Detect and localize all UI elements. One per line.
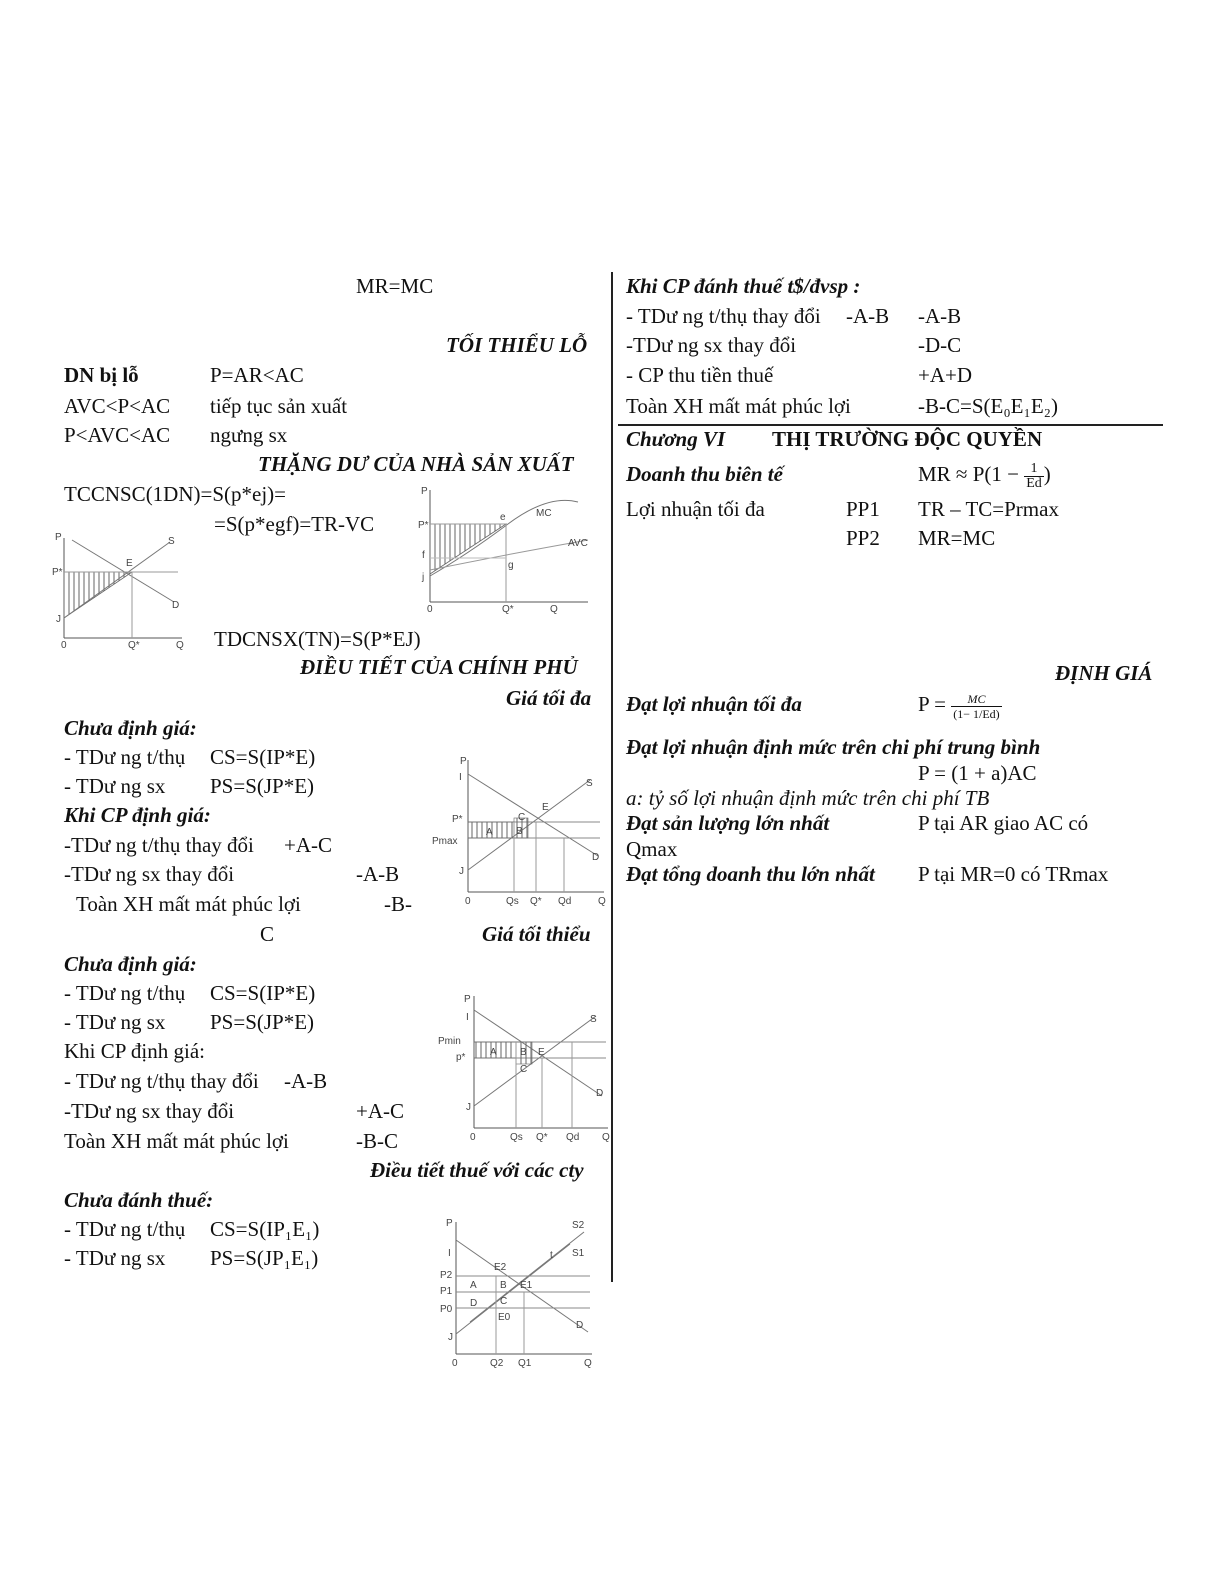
g4-qstar-label: Q*: [536, 1132, 548, 1143]
row2-action: ngưng sx: [210, 423, 288, 447]
price-ceiling-graph: [430, 752, 612, 910]
min-khi-cp: Khi CP định giá:: [64, 1039, 205, 1063]
loi-nhuan-label: Lợi nhuận tối đa: [626, 497, 765, 521]
g1-origin-label: 0: [61, 640, 67, 651]
g5-p0-label: P0: [440, 1304, 453, 1315]
g2-e-label: e: [500, 512, 506, 523]
max-cs-change-value: +A-C: [284, 833, 333, 857]
g3-qs-label: Qs: [506, 896, 519, 907]
gia-toi-da-heading: Giá tối đa: [506, 686, 592, 710]
g4-pstar-label: p*: [456, 1052, 466, 1063]
mr-mc-heading: MR=MC: [356, 274, 434, 298]
row1-cond: AVC<P<AC: [64, 394, 171, 418]
min-ps-label: - TDư ng sx: [64, 1010, 166, 1034]
dn-bi-lo-label: DN bị lỗ: [64, 363, 139, 387]
tong-dt-value: P tại MR=0 có TRmax: [918, 862, 1109, 886]
dat-san-luong-label: Đạt sản lượng lớn nhất: [626, 811, 830, 835]
g3-d-label: D: [592, 852, 600, 863]
r2-label: -TDư ng sx thay đổi: [626, 333, 797, 357]
p-formula-den: (1− 1/Ed): [953, 706, 1000, 721]
g2-p-label: P: [421, 486, 428, 497]
dat-ln-toi-da-label: Đạt lợi nhuận tối đa: [626, 692, 802, 716]
g3-i-label: I: [459, 772, 462, 783]
g1-qstar-label: Q*: [128, 640, 140, 651]
g4-j-label: J: [466, 1102, 471, 1113]
thi-truong-heading: THỊ TRƯỜNG ĐỘC QUYỀN: [772, 427, 1043, 451]
min-loss-label: Toàn XH mất mát phúc lợi: [64, 1129, 289, 1153]
g3-q-label: Q: [598, 896, 606, 907]
g2-f-label: f: [422, 550, 425, 561]
g3-a-label: A: [486, 827, 493, 838]
p-formula: [918, 682, 1002, 728]
tax-cs-value: CS=S(IP₁E₁): [210, 1217, 320, 1241]
p-formula-eq: P =: [918, 692, 946, 716]
g4-s-label: S: [590, 1014, 597, 1025]
g1-e-label: E: [126, 558, 133, 569]
a-note: a: tỷ số lợi nhuận định mức trên chi phí TB: [626, 786, 990, 810]
g2-origin-label: 0: [427, 604, 433, 615]
min-cs-change-value: -A-B: [284, 1069, 328, 1093]
min-chua-dinh-gia: Chưa định giá:: [64, 952, 197, 976]
max-khi-cp: Khi CP định giá:: [64, 803, 211, 827]
producer-surplus-market-graph: [52, 530, 192, 650]
mr-formula-left: MR ≈ P(1 −: [918, 462, 1019, 486]
min-loss-value: -B-C: [356, 1129, 398, 1153]
max-cs-change-label: -TDư ng t/thụ thay đổi: [64, 833, 254, 857]
max-chua-dinh-gia: Chưa định giá:: [64, 716, 197, 740]
g1-s-label: S: [168, 536, 175, 547]
g5-origin-label: 0: [452, 1358, 458, 1369]
tccnsc-line1: TCCNSC(1DN)=S(p*ej)=: [64, 482, 287, 506]
tax-ps-label: - TDư ng sx: [64, 1246, 166, 1270]
mr-formula-num: 1: [1024, 462, 1044, 477]
dat-tong-dt-label: Đạt tổng doanh thu lớn nhất: [626, 862, 875, 886]
max-cs-value: CS=S(IP*E): [210, 745, 316, 769]
min-cs-label: - TDư ng t/thụ: [64, 981, 186, 1005]
g5-q-label: Q: [584, 1358, 592, 1369]
g4-p-label: P: [464, 994, 471, 1005]
row1-action: tiếp tục sản xuất: [210, 394, 348, 418]
g4-e-label: E: [538, 1047, 545, 1058]
pp1-label: PP1: [846, 497, 880, 521]
g2-q-label: Q: [550, 604, 558, 615]
g1-d-label: D: [172, 600, 180, 611]
pp2-label: PP2: [846, 526, 880, 550]
tax-cs-label: - TDư ng t/thụ: [64, 1217, 186, 1241]
g5-e2-label: E2: [494, 1262, 507, 1273]
g5-p1-label: P1: [440, 1286, 453, 1297]
min-ps-change-value: +A-C: [356, 1099, 405, 1123]
min-ps-change-label: -TDư ng sx thay đổi: [64, 1099, 235, 1123]
producer-surplus-firm-graph: [418, 484, 598, 614]
dieu-tiet-heading: ĐIỀU TIẾT CỦA CHÍNH PHỦ: [300, 655, 578, 679]
g4-qd-label: Qd: [566, 1132, 580, 1143]
dieu-tiet-thue-heading: Điều tiết thuế với các cty: [370, 1158, 584, 1182]
g2-mc-label: MC: [536, 508, 552, 519]
g5-s1-label: S1: [572, 1248, 585, 1259]
tax-incidence-graph: [440, 1214, 600, 1374]
g3-j-label: J: [459, 866, 464, 877]
r3-label: - CP thu tiền thuế: [626, 363, 774, 387]
g5-s2-label: S2: [572, 1220, 585, 1231]
g1-q-label: Q: [176, 640, 184, 651]
g4-origin-label: 0: [470, 1132, 476, 1143]
g1-p-label: P: [55, 532, 62, 543]
chua-danh-thue: Chưa đánh thuế:: [64, 1188, 214, 1212]
g3-p-label: P: [460, 756, 467, 767]
g3-s-label: S: [586, 778, 593, 789]
g4-d-label: D: [596, 1088, 604, 1099]
min-cs-value: CS=S(IP*E): [210, 981, 316, 1005]
p-formula-num: MC: [951, 692, 1001, 707]
g3-origin-label: 0: [465, 896, 471, 907]
min-cs-change-label: - TDư ng t/thụ thay đổi: [64, 1069, 259, 1093]
max-loss-label: Toàn XH mất mát phúc lợi: [76, 892, 301, 916]
g3-e-label: E: [542, 802, 549, 813]
g3-pstar-label: P*: [452, 814, 463, 825]
g5-i-label: I: [448, 1248, 451, 1259]
dinh-gia-heading: ĐỊNH GIÁ: [1055, 661, 1153, 685]
r4-label: Toàn XH mất mát phúc lợi: [626, 394, 851, 418]
thang-du-heading: THẶNG DƯ CỦA NHÀ SẢN XUẤT: [258, 452, 574, 476]
r1-value: -A-B: [918, 304, 962, 328]
g5-q1-label: Q1: [518, 1358, 532, 1369]
section-divider: [618, 424, 1163, 426]
g5-p-label: P: [446, 1218, 453, 1229]
mr-formula: [918, 455, 1051, 495]
r4-value: -B-C=S(E₀E₁E₂): [918, 394, 1058, 418]
min-ps-value: PS=S(JP*E): [210, 1010, 315, 1034]
g2-avc-label: AVC: [568, 538, 588, 549]
dn-bi-lo-cond: P=AR<AC: [210, 363, 304, 387]
g2-g-label: g: [508, 560, 514, 571]
row2-cond: P<AVC<AC: [64, 423, 171, 447]
g2-qstar-label: Q*: [502, 604, 514, 615]
toi-thieu-lo-heading: TỐI THIỂU LỖ: [446, 333, 588, 357]
g4-q-label: Q: [602, 1132, 610, 1143]
r1-label: - TDư ng t/thụ thay đổi: [626, 304, 821, 328]
g5-b-label: B: [500, 1280, 507, 1291]
tax-ps-value: PS=S(JP₁E₁): [210, 1246, 319, 1270]
g3-pmax-label: Pmax: [432, 836, 458, 847]
p-markup-formula: P = (1 + a)AC: [918, 761, 1037, 785]
g3-qstar-label: Q*: [530, 896, 542, 907]
g5-q2-label: Q2: [490, 1358, 504, 1369]
g4-i-label: I: [466, 1012, 469, 1023]
g5-j-label: J: [448, 1332, 453, 1343]
p-formula-fraction: [951, 692, 1001, 721]
g5-e0-label: E0: [498, 1312, 511, 1323]
g4-b-label: B: [520, 1047, 527, 1058]
g1-j-label: J: [56, 614, 61, 625]
dat-ln-dinh-muc-label: Đạt lợi nhuận định mức trên chi phí trung bình: [626, 735, 1041, 759]
max-loss-value2: C: [260, 922, 275, 946]
max-ps-value: PS=S(JP*E): [210, 774, 315, 798]
g3-c-label: C: [518, 812, 526, 823]
doanh-thu-bien-label: Doanh thu biên tế: [626, 462, 783, 486]
chuong-label: Chương VI: [626, 427, 726, 451]
g5-e1-label: E1: [520, 1280, 533, 1291]
g3-qd-label: Qd: [558, 896, 572, 907]
max-ps-label: - TDư ng sx: [64, 774, 166, 798]
price-floor-graph: [434, 988, 614, 1146]
g5-d-label: D: [576, 1320, 584, 1331]
g1-pstar-label: P*: [52, 567, 63, 578]
r2-value: -D-C: [918, 333, 962, 357]
g5-a-label: A: [470, 1280, 477, 1291]
g4-a-label: A: [490, 1047, 497, 1058]
g5-c-label: C: [500, 1296, 508, 1307]
gia-toi-thieu-heading: Giá tối thiểu: [482, 922, 591, 946]
g2-pstar-label: P*: [418, 520, 429, 531]
max-cs-label: - TDư ng t/thụ: [64, 745, 186, 769]
san-luong-value: P tại AR giao AC có: [918, 811, 1089, 835]
g3-b-label: B: [516, 826, 523, 837]
column-divider: [611, 272, 613, 1282]
g5-dd-label: D: [470, 1298, 478, 1309]
r3-value: +A+D: [918, 363, 973, 387]
mr-formula-den: Ed: [1026, 475, 1042, 491]
g4-pmin-label: Pmin: [438, 1036, 461, 1047]
g5-p2-label: P2: [440, 1270, 453, 1281]
khi-cp-danh-thue: Khi CP đánh thuế t$/đvsp :: [626, 274, 861, 298]
max-loss-value: -B-: [384, 892, 412, 916]
max-ps-change-value: -A-B: [356, 862, 400, 886]
qmax-label: Qmax: [626, 837, 678, 861]
mr-formula-fraction: [1024, 462, 1044, 491]
pp1-value: TR – TC=Prmax: [918, 497, 1059, 521]
tdcnsx-line: TDCNSX(TN)=S(P*EJ): [214, 627, 421, 651]
g4-c-label: C: [520, 1064, 528, 1075]
pp2-value: MR=MC: [918, 526, 996, 550]
max-ps-change-label: -TDư ng sx thay đổi: [64, 862, 235, 886]
r1-mid: -A-B: [846, 304, 890, 328]
g5-t-label: t: [550, 1250, 553, 1261]
mr-formula-right: ): [1043, 462, 1051, 486]
tccnsc-line2: =S(p*egf)=TR-VC: [214, 512, 375, 536]
g2-j-label: j: [422, 572, 425, 583]
g4-qs-label: Qs: [510, 1132, 523, 1143]
